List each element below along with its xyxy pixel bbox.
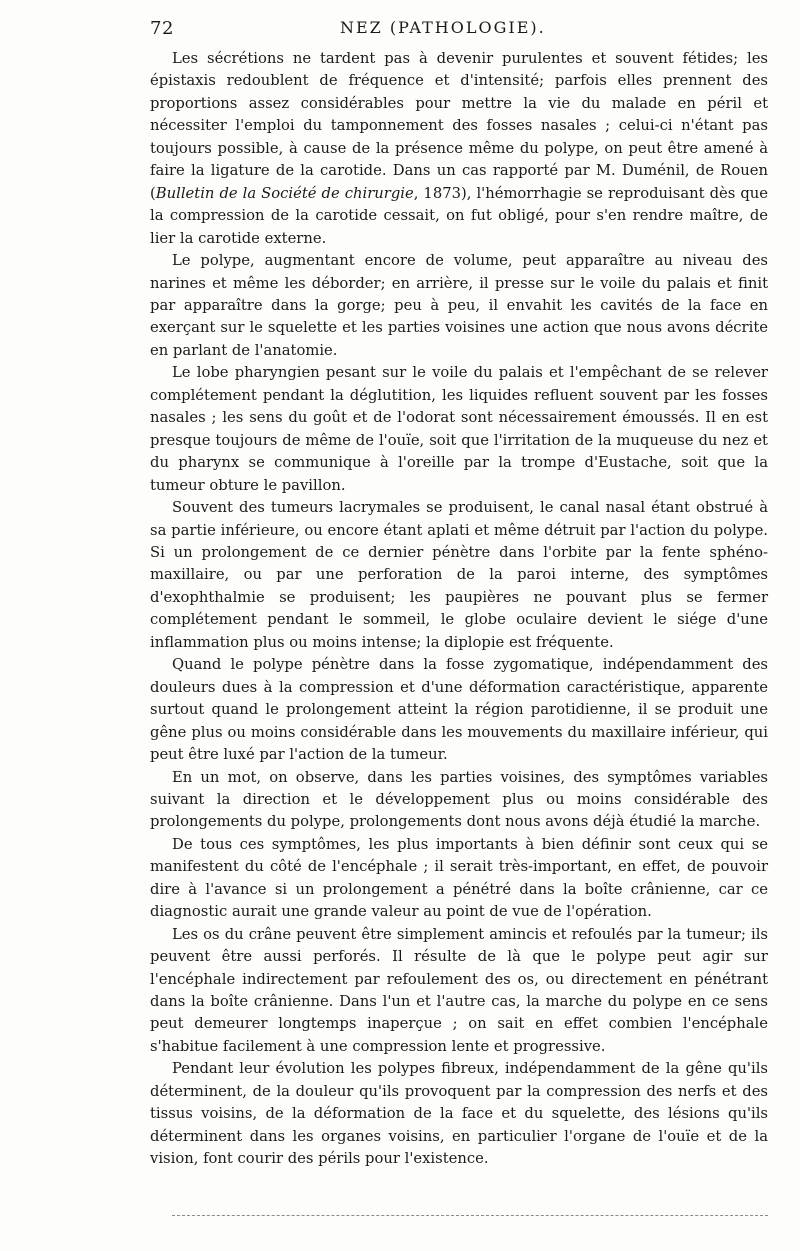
paragraph [150,362,768,497]
citation-title: Bulletin de la Société de chirurgie [155,184,414,202]
paragraph-text: , 1873), l'hémorrhagie se reproduisant dès que la compression de la carotide cessait, on fut obligé, pour s'en rendre maître, de lier la carotide externe. [150,184,769,247]
paragraph [150,497,768,654]
paragraph-text: De tous ces symptômes, les plus importants à bien définir sont ceux qui se manifestent du côté de l'encéphale ; il serait très-important, en effet, de pouvoir dire à l'avance si un prolongement a pénétré dans la boîte crânienne, car ce diagnostic aurait une grande valeur au point de vue de l'opération. [150,835,768,921]
paragraph [150,48,768,250]
paragraph-text: Pendant leur évolution les polypes fibreux, indépendamment de la gêne qu'ils déterminent, de la douleur qu'ils provoquent par la compression des nerfs et des tissus voisins, de la déformation de la face et du squelette, des lésions qu'ils déterminent dans les organes voisins, en particulier l'organe de l'ouïe et de la vision, font courir des périls pour l'existence. [150,1060,768,1168]
paragraph [150,250,768,362]
paragraph-text: Les sécrétions ne tardent pas à devenir purulentes et souvent fétides; les épistaxis redoublent de fréquence et d'intensité; parfois elles prennent des proportions assez considérables pour mettre la vie du malade en péril et nécessiter l'emploi du tamponnement des fosses nasales ; celui-ci n'étant pas toujours possible, à cause de la présence même du polype, on peut être amené à faire la ligature de la carotide. Dans un cas rapporté par M. Duménil, de Rouen ( [150,50,768,202]
paragraph [150,767,768,834]
footer-rule [172,1215,768,1216]
paragraph-text: Les os du crâne peuvent être simplement amincis et refoulés par la tumeur; ils peuvent être aussi perforés. Il résulte de là que le polype peut agir sur l'encéphale indirectement par refoulement des os, ou directement en pénétrant dans la boîte crânienne. Dans l'un et l'autre cas, la marche du polype en ce sens peut demeurer longtemps inaperçue ; on sait en effet combien l'encéphale s'habitue facilement à une compression lente et progressive. [150,925,768,1055]
paragraph [150,1058,768,1170]
running-title: NEZ (PATHOLOGIE). [340,18,546,37]
body-text [150,48,768,1171]
page-number: 72 [150,18,174,39]
paragraph [150,924,768,1059]
paragraph-text: Quand le polype pénètre dans la fosse zygomatique, indépendamment des douleurs dues à la compression et d'une déformation caractéristique, apparente surtout quand le prolongement atteint la région parotidienne, il se produit une gêne plus ou moins considérable dans les mouvements du maxillaire inférieur, qui peut être luxé par l'action de la tumeur. [150,656,768,764]
paragraph-text: Le polype, augmentant encore de volume, peut apparaître au niveau des narines et même les déborder; en arrière, il presse sur le voile du palais et finit par apparaître dans la gorge; peu à peu, il envahit les cavités de la face en exerçant sur le squelette et les parties voisines une action que nous avons décrite en parlant de l'anatomie. [150,252,768,359]
paragraph-text: En un mot, on observe, dans les parties voisines, des symptômes variables suivant la direction et le développement plus ou moins considérable des prolongements du polype, prolongements dont nous avons déjà étudié la marche. [150,768,768,831]
paragraph-text: Souvent des tumeurs lacrymales se produisent, le canal nasal étant obstrué à sa partie inférieure, ou encore étant aplati et même détruit par l'action du polype. Si un prolongement de ce dernier pénètre dans l'orbite par la fente sphéno-maxillaire, ou par une perforation de la paroi interne, des symptômes d'exophthalmie se produisent; les paupières ne pouvant plus se fermer complétement pendant le sommeil, le globe oculaire devient le siége d'une inflammation plus ou moins intense; la diplopie est fréquente. [150,499,768,651]
paragraph [150,834,768,924]
paragraph [150,654,768,766]
page-header [150,14,770,44]
paragraph-text: Le lobe pharyngien pesant sur le voile du palais et l'empêchant de se relever complétement pendant la déglutition, les liquides refluent souvent par les fosses nasales ; les sens du goût et de l'odorat sont nécessairement émoussés. Il en est presque toujours de même de l'ouïe, soit que l'irritation de la muqueuse du nez et du pharynx se communique à l'oreille par la trompe d'Eustache, soit que la tumeur obture le pavillon. [150,364,768,494]
